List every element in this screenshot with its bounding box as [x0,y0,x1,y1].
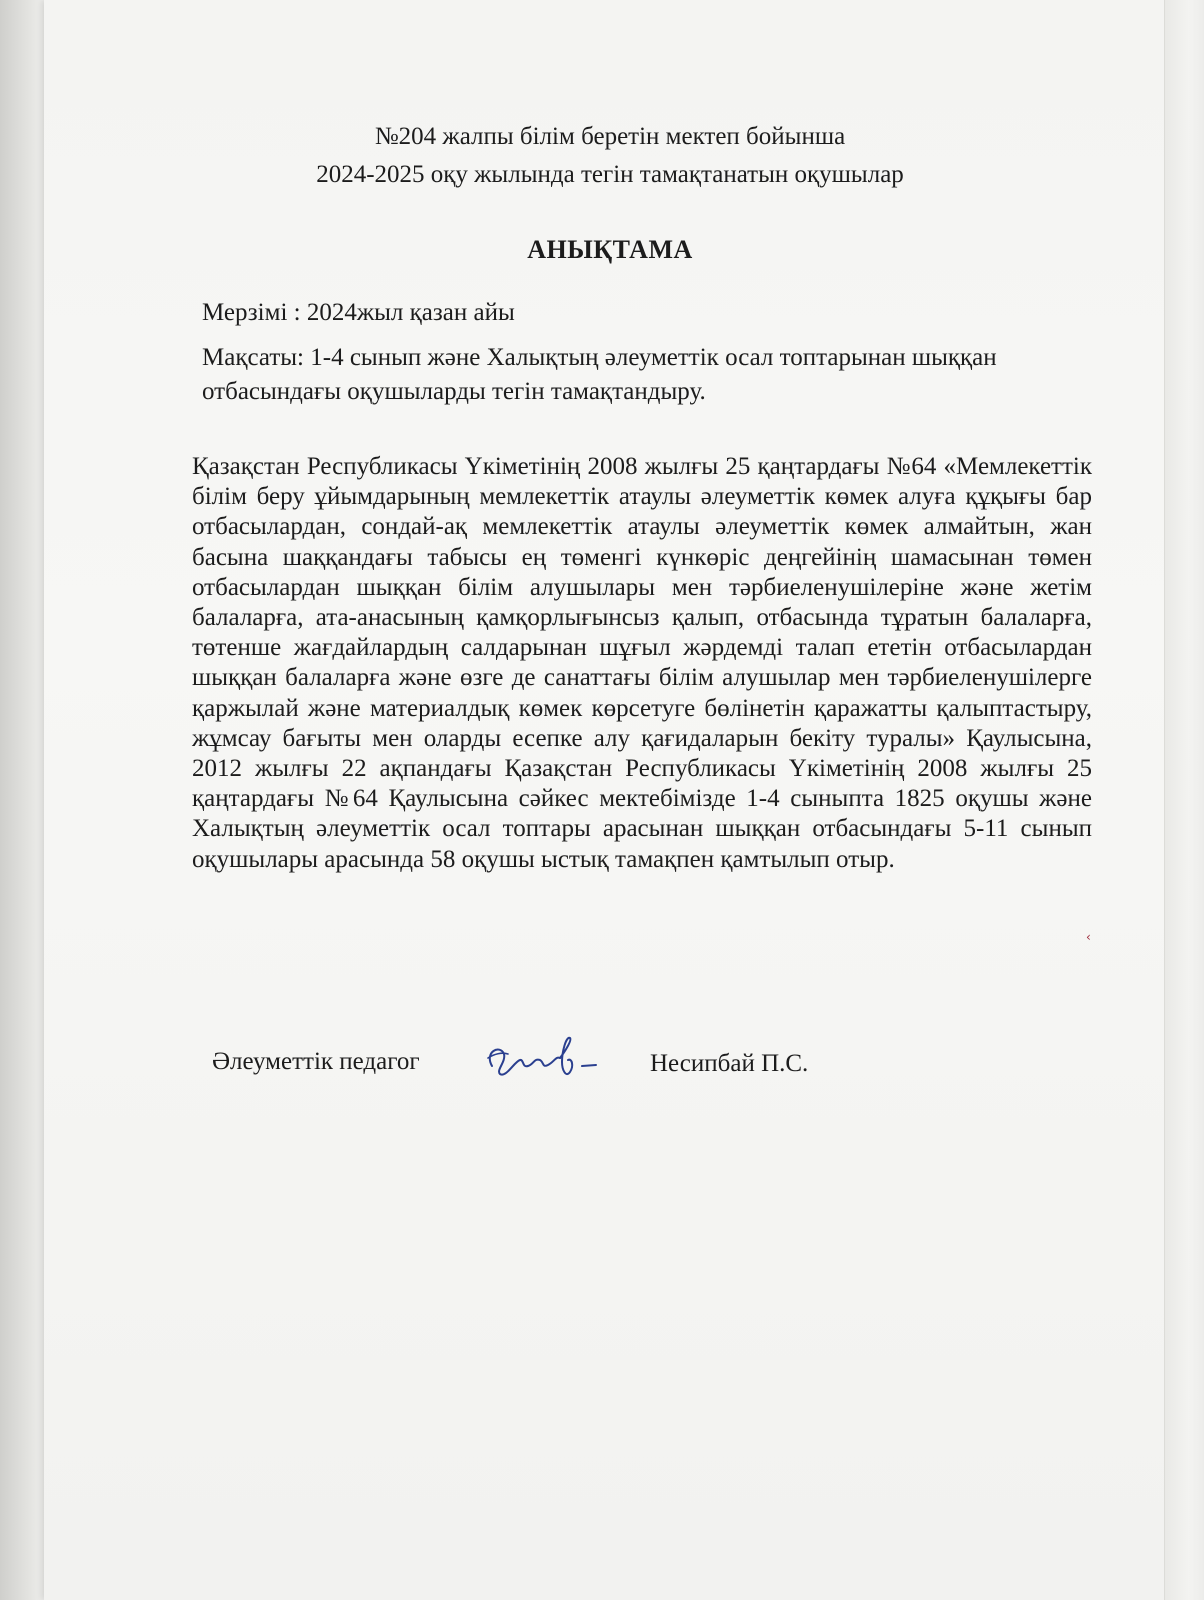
body-paragraph: Қазақстан Республикасы Үкіметінің 2008 жылғы 25 қаңтардағы №64 «Мемлекеттік білім беру ұйымдарының мемлекеттік атаулы әлеуметтік көмек алуға құқығы бар отбасылардан, сондай-ақ мемлекеттік атаулы әлеуметтік көмек алмайтын, жан басына шаққандағы табысы ең төменгі күнкөріс деңгейінің шамасынан төмен отбасылардан шыққан білім алушылары мен тәрбиеленушілеріне және жетім балаларға, ата-анасының қамқорлығынсыз қалып, отбасында тұратын балаларға, төтенше жағдайлардың салдарынан шұғыл жәрдемді талап ететін отбасылардан шыққан балаларға және өзге де санаттағы білім алушылар мен тәрбиеленушілерге қаржылай және материалдық көмек көрсетуге бөлінетін қаражатты қалыптастыру, жұмсау бағыты мен оларды есепке алу қағидаларын бекіту туралы» Қаулысына, 2012 жылғы 22 ақпандағы Қазақстан Республикасы Үкіметінің 2008 жылғы 25 қаңтардағы №64 Қаулысына сәйкес мектебімізде 1-4 сыныпта 1825 оқушы және Халықтың әлеуметтік осал топтары арасынан шыққан отбасындағы 5-11 сынып оқушылары арасында 58 оқушы ыстық тамақпен қамтылып отыр. [192,453,1092,873]
purpose-line-2: отбасындағы оқушыларды тегін тамақтандыру. [202,378,706,405]
header-line-2: 2024-2025 оқу жылында тегін тамақтанатын оқушылар [316,161,904,188]
signatory-role: Әлеуметтік педагог [212,1048,420,1075]
signatory-name: Несипбай П.С. [650,1050,809,1077]
document-title: АНЫҚТАМА [527,235,693,264]
term-line: Мерзімі : 2024жыл қазан айы [202,299,515,326]
purpose-line-1: Мақсаты: 1-4 сынып және Халықтың әлеуметтік осал топтарынан шыққан [202,344,997,371]
header-line-1: №204 жалпы білім беретін мектеп бойынша [374,123,846,150]
signature-row [212,1038,912,1088]
handwritten-signature [474,1032,604,1088]
stray-ink-mark: ‹ [1086,930,1091,944]
